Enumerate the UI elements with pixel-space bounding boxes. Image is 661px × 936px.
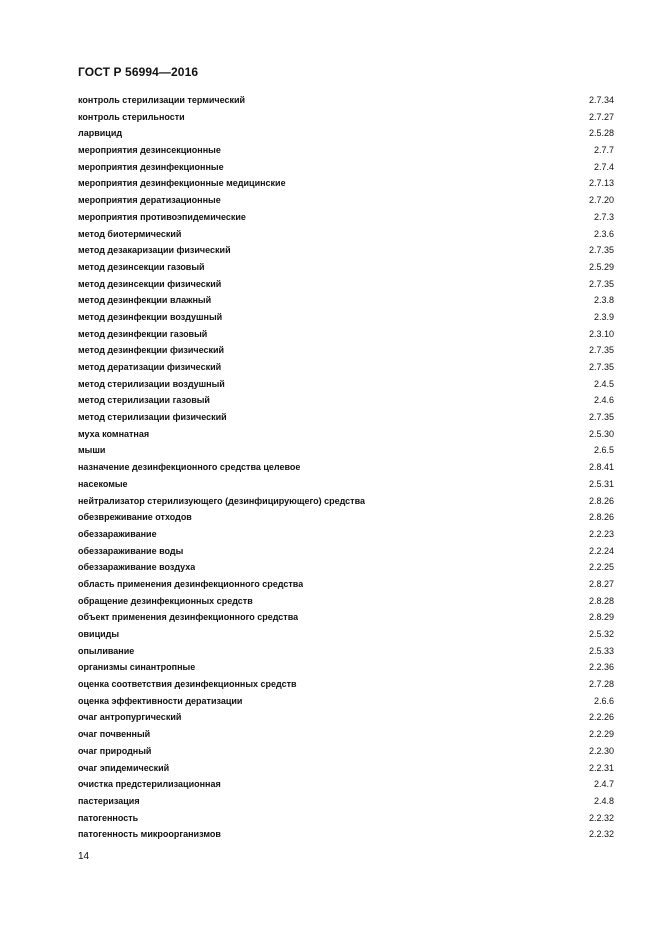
index-term: мероприятия противоэпидемические [78,211,246,222]
index-entry [78,92,614,109]
index-entry [78,376,614,393]
index-reference: 2.2.25 [588,562,614,573]
index-entry [78,125,614,142]
index-reference: 2.5.33 [588,645,614,656]
index-term: мероприятия дезинфекционные медицинские [78,178,286,189]
index-term: обеззараживание воздуха [78,562,196,573]
index-entry [78,209,614,226]
index-term: метод дезинсекции газовый [78,261,205,272]
index-reference: 2.2.32 [588,829,614,840]
index-reference: 2.7.20 [588,195,614,206]
index-reference: 2.7.7 [593,145,614,156]
index-entry [78,810,614,827]
index-term: нейтрализатор стерилизующего (дезинфицирующего) средства [78,495,366,506]
index-reference: 2.3.10 [588,328,614,339]
index-entry [78,543,614,560]
index-reference: 2.2.24 [588,545,614,556]
index-reference: 2.7.35 [588,278,614,289]
index-term: метод дезакаризации физический [78,245,231,256]
index-term: патогенность [78,812,139,823]
index-entry [78,259,614,276]
index-term: контроль стерилизации термический [78,95,246,105]
index-reference: 2.2.32 [588,812,614,823]
index-reference: 2.7.28 [588,679,614,690]
index-entry [78,526,614,543]
index-term: метод дезинфекции воздушный [78,311,223,322]
index-entry [78,326,614,343]
index-term: очаг эпидемический [78,762,170,773]
index-reference: 2.5.29 [588,261,614,272]
index-reference: 2.5.30 [588,428,614,439]
index-entry [78,826,614,843]
index-reference: 2.7.27 [588,111,614,122]
index-term: обращение дезинфекционных средств [78,595,253,606]
index-entry [78,292,614,309]
index-term: обеззараживание воды [78,545,184,556]
index-entry [78,676,614,693]
index-reference: 2.8.27 [588,578,614,589]
index-term: назначение дезинфекционного средства целевое [78,462,301,473]
index-entry [78,392,614,409]
index-entry [78,659,614,676]
index-entry [78,459,614,476]
index-entry [78,709,614,726]
index-term: контроль стерильности [78,111,185,122]
index-entry [78,109,614,126]
index-entry [78,726,614,743]
index-reference: 2.2.30 [588,745,614,756]
index-term: очаг природный [78,745,152,756]
index-entry [78,743,614,760]
index-reference: 2.4.6 [593,395,614,406]
index-reference: 2.7.13 [588,178,614,189]
index-reference: 2.3.9 [593,311,614,322]
index-term: объект применения дезинфекционного средства [78,612,299,623]
index-term: оценка соответствия дезинфекционных средств [78,679,297,690]
index-entry [78,493,614,510]
index-term: обеззараживание [78,528,157,539]
index-reference: 2.4.5 [593,378,614,389]
index-reference: 2.2.29 [588,729,614,740]
index-reference: 2.2.26 [588,712,614,723]
document-header: ГОСТ Р 56994—2016 [78,65,199,79]
index-entry [78,276,614,293]
index-entry [78,793,614,810]
index-term: метод стерилизации воздушный [78,378,225,389]
index-term: метод стерилизации физический [78,412,227,423]
index-reference: 2.3.8 [593,295,614,306]
index-reference: 2.2.31 [588,762,614,773]
index-term: муха комнатная [78,428,150,439]
alphabetical-index [78,92,614,843]
index-term: насекомые [78,478,128,489]
index-entry [78,760,614,777]
index-entry [78,242,614,259]
index-reference: 2.6.6 [593,695,614,706]
index-term: метод дезинсекции физический [78,278,222,289]
index-entry [78,559,614,576]
index-term: мыши [78,445,106,456]
index-term: обезвреживание отходов [78,512,192,523]
index-reference: 2.7.35 [588,362,614,372]
index-entry [78,142,614,159]
index-entry [78,226,614,243]
index-term: область применения дезинфекционного средства [78,578,304,589]
index-reference: 2.5.31 [588,478,614,489]
index-term: мероприятия дератизационные [78,195,221,206]
index-reference: 2.4.8 [593,795,614,806]
index-reference: 2.8.29 [588,612,614,623]
index-reference: 2.2.36 [588,662,614,673]
index-term: метод стерилизации газовый [78,395,210,406]
index-entry [78,359,614,376]
index-reference: 2.7.35 [588,245,614,256]
index-entry [78,593,614,610]
index-reference: 2.7.34 [588,95,614,105]
index-entry [78,776,614,793]
index-reference: 2.8.28 [588,595,614,606]
index-entry [78,442,614,459]
index-entry [78,342,614,359]
index-reference: 2.7.4 [593,161,614,172]
index-term: оценка эффективности дератизации [78,695,243,706]
index-term: метод дезинфекции влажный [78,295,212,306]
index-entry [78,626,614,643]
index-entry [78,643,614,660]
index-reference: 2.2.23 [588,528,614,539]
index-term: метод дератизации физический [78,362,222,372]
index-term: очистка предстерилизационная [78,779,221,790]
index-term: мероприятия дезинфекционные [78,161,224,172]
index-term: организмы синантропные [78,662,196,673]
index-term: ларвицид [78,128,123,139]
index-term: патогенность микроорганизмов [78,829,221,840]
index-term: мероприятия дезинсекционные [78,145,221,156]
index-entry [78,175,614,192]
index-entry [78,159,614,176]
index-term: метод дезинфекции физический [78,345,225,356]
index-reference: 2.7.35 [588,345,614,356]
index-reference: 2.5.32 [588,629,614,639]
index-term: пастеризация [78,795,140,806]
index-reference: 2.7.35 [588,412,614,423]
index-term: очаг антропургический [78,712,182,723]
index-reference: 2.6.5 [593,445,614,456]
index-reference: 2.5.28 [588,128,614,139]
index-term: опыливание [78,645,135,656]
index-entry [78,426,614,443]
index-reference: 2.8.26 [588,512,614,523]
index-entry [78,476,614,493]
index-reference: 2.8.41 [588,462,614,473]
index-entry [78,609,614,626]
index-term: овициды [78,629,120,639]
index-term: очаг почвенный [78,729,151,740]
index-entry [78,509,614,526]
index-entry [78,576,614,593]
index-entry [78,192,614,209]
index-term: метод дезинфекции газовый [78,328,208,339]
index-reference: 2.8.26 [588,495,614,506]
index-entry [78,693,614,710]
page-number: 14 [78,851,90,862]
index-reference: 2.4.7 [593,779,614,790]
index-reference: 2.7.3 [593,211,614,222]
index-entry [78,309,614,326]
index-term: метод биотермический [78,228,182,239]
index-entry [78,409,614,426]
index-reference: 2.3.6 [593,228,614,239]
